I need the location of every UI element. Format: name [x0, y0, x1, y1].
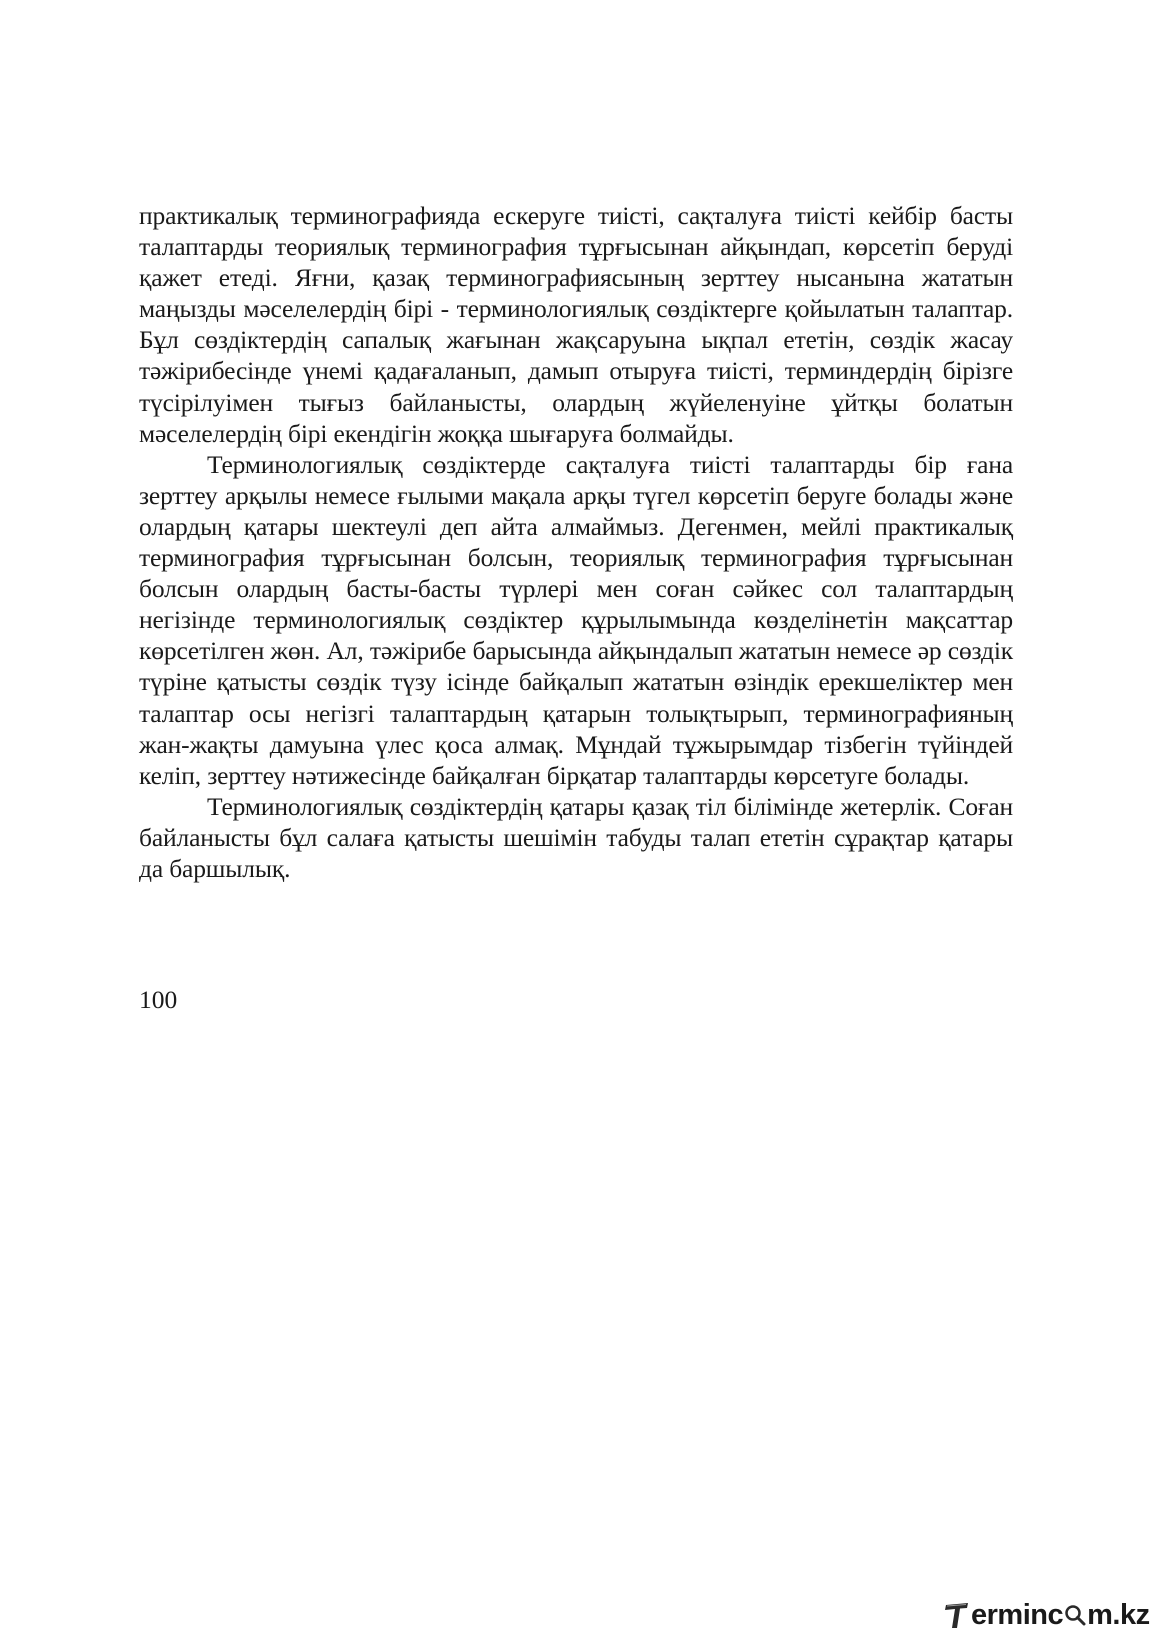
watermark-text-start: erminc	[971, 1598, 1064, 1631]
body-text	[139, 200, 1013, 884]
termincom-logo-icon	[944, 1599, 970, 1631]
paragraph-2: Терминологиялық сөздіктерде сақталуға тиісті талаптарды бір ғана зерттеу арқылы немесе ғылыми мақала арқы түгел көрсетіп беруге болады және олардың қатары шектеулі деп айта алмаймыз. Дегенмен, мейлі практикалық терминография тұрғысынан болсын, теориялық терминография тұрғысынан болсын олардың басты-басты түрлері мен соған сәйкес сол талаптардың негізінде терминологиялық сөздіктер құрылымында көзделінетін мақсаттар көрсетілген жөн. Ал, тәжірибе барысында айқындалып жататын немесе әр сөздік түріне қатысты сөздік түзу ісінде байқалып жататын өзіндік ерекшеліктер мен талаптар осы негізгі талаптардың қатарын толықтырып, терминографияның жан-жақты дамуына үлес қоса алмақ. Мұндай тұжырымдар тізбегін түйіндей келіп, зерттеу нәтижесінде байқалған бірқатар талаптарды көрсетуге болады.	[139, 449, 1013, 790]
paragraph-1: практикалық терминографияда ескеруге тиісті, сақталуға тиісті кейбір басты талаптарды теориялық терминография тұрғысынан айқындап, көрсетіп беруді қажет етеді. Яғни, қазақ терминографиясының зерттеу нысанына жататын маңызды мәселелердің бірі - терминологиялық сөздіктерге қойылатын талаптар. Бұл сөздіктердің сапалық жағынан жақсаруына ықпал ететін, сөздік жасау тәжірибесінде үнемі қадағаланып, дамып отыруға тиісті, терминдердің бірізге түсірілуімен тығыз байланысты, олардың жүйеленуіне ұйтқы болатын мәселелердің бірі екендігін жоққа шығаруға болмайды.	[139, 201, 1013, 448]
watermark-text-end: m.kz	[1087, 1598, 1150, 1631]
magnifier-icon	[1064, 1604, 1086, 1626]
termincom-watermark	[944, 1597, 1150, 1633]
page-number: 100	[139, 985, 178, 1014]
paragraph-3: Терминологиялық сөздіктердің қатары қазақ тіл білімінде жетерлік. Соған байланысты бұл салаға қатысты шешімін табуды талап ететін сұрақтар қатары да баршылық.	[139, 791, 1013, 883]
